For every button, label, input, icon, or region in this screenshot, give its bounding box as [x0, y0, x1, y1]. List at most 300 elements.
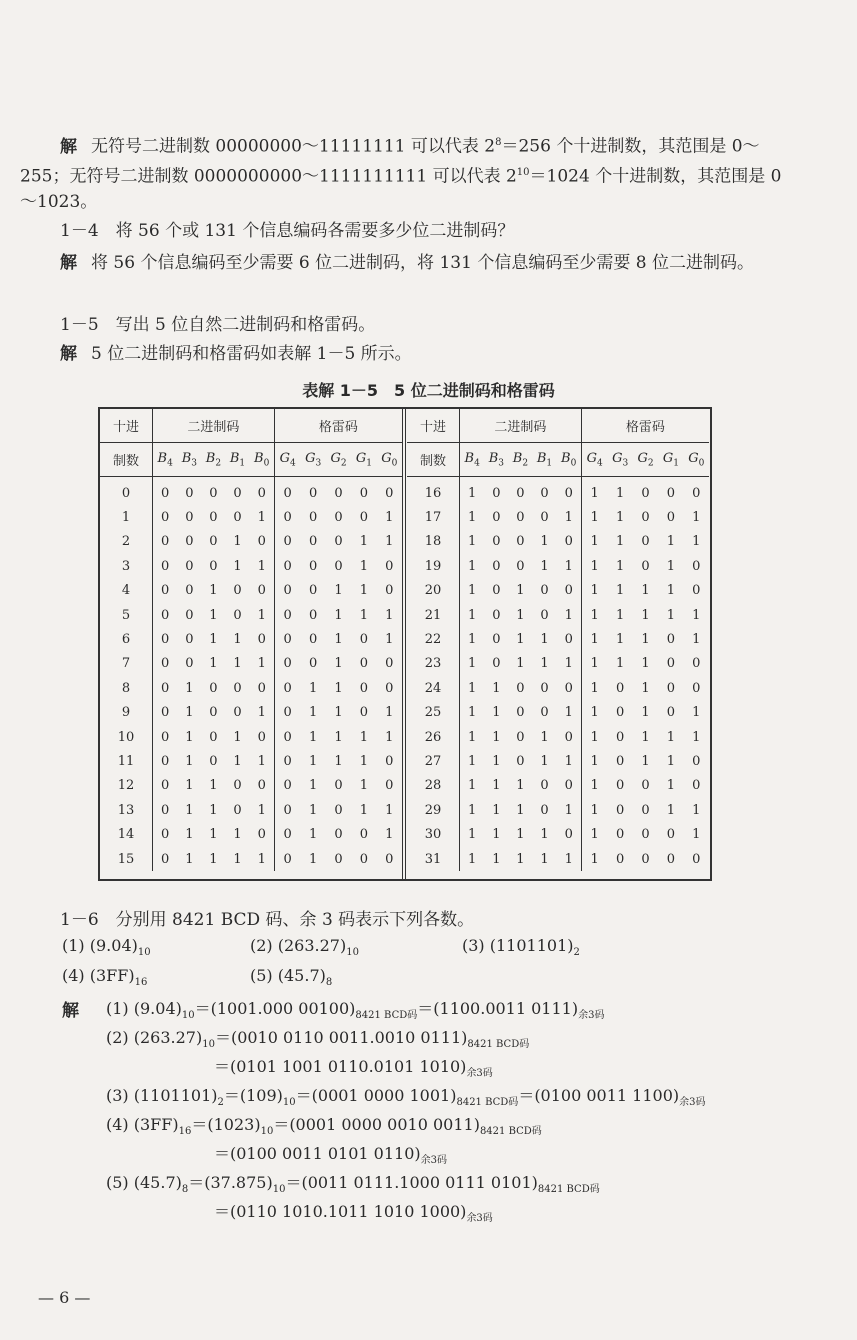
- binary-bit-cell: 1: [564, 607, 573, 623]
- gray-bit-cell: 0: [359, 510, 369, 526]
- gray-bit-cell: 1: [385, 607, 394, 623]
- binary-bit-cell: 1: [233, 753, 242, 769]
- table-row: [407, 749, 709, 773]
- binary-bit-cell: 1: [257, 558, 266, 574]
- binary-bit-cell: 1: [516, 583, 525, 599]
- binary-bit-cell: 0: [185, 583, 194, 599]
- binary-bit-cell: 1: [540, 534, 549, 550]
- binary-bit-cell: 1: [209, 583, 218, 599]
- bit-header-g4: $G_4$: [581, 443, 607, 477]
- decimal-cell: 8: [100, 676, 153, 700]
- gray-bit-cell: 1: [666, 534, 676, 550]
- binary-bit-cell: 1: [233, 656, 242, 672]
- binary-bit-cell: 0: [516, 729, 525, 745]
- gray-bit-cell: 1: [581, 701, 607, 725]
- gray-bit-cell: 1: [692, 534, 701, 550]
- gray-bit-cell: 1: [692, 729, 701, 745]
- binary-bit-cell: 0: [564, 778, 573, 794]
- decimal-cell: 9: [100, 701, 153, 725]
- binary-bit-cell: 0: [257, 534, 266, 550]
- answer-1-6-4: (4) $(3FF)_{16}=(1023)_{10}=(0001$ 0000 0010 $0011)_{8421 BCD码}$: [106, 1115, 542, 1138]
- bit-header-b2: $B_2$: [508, 443, 532, 477]
- gray-bit-cell: 0: [274, 798, 300, 822]
- gray-bit-cell: 0: [309, 558, 318, 574]
- binary-bit-cell: 0: [492, 656, 501, 672]
- gray-bit-cell: 1: [666, 753, 676, 769]
- decimal-cell: 14: [100, 822, 153, 846]
- binary-bit-cell: 1: [492, 778, 501, 794]
- gray-bit-cell: 0: [334, 827, 343, 843]
- binary-bit-cell: 1: [468, 510, 477, 526]
- q16-item-5: (5) $(45.7)_8$: [250, 966, 333, 989]
- gray-bit-cell: 0: [274, 847, 300, 871]
- binary-bit-cell: 1: [468, 851, 477, 867]
- gray-bit-cell: 0: [334, 778, 343, 794]
- binary-bit-cell: 1: [185, 802, 194, 818]
- decimal-cell: 24: [407, 676, 460, 700]
- binary-bit-cell: 1: [468, 534, 477, 550]
- q16-item-4: (4) $(3FF)_{16}$: [62, 966, 148, 989]
- gray-bit-cell: 1: [581, 749, 607, 773]
- binary-bit-cell: 0: [257, 778, 266, 794]
- gray-bit-cell: 0: [616, 753, 625, 769]
- binary-bit-cell: 0: [257, 729, 266, 745]
- gray-bit-cell: 0: [274, 530, 300, 554]
- binary-bit-cell: 0: [209, 534, 218, 550]
- binary-bit-cell: 0: [492, 510, 501, 526]
- binary-bit-cell: 1: [516, 778, 525, 794]
- table-row: [407, 652, 709, 676]
- binary-bit-cell: 1: [209, 851, 218, 867]
- gray-bit-cell: 1: [581, 603, 607, 627]
- gray-bit-cell: 1: [385, 802, 394, 818]
- gray-bit-cell: 0: [616, 851, 625, 867]
- binary-bit-cell: 0: [161, 851, 170, 867]
- binary-bit-cell: 1: [233, 827, 242, 843]
- decimal-cell: 25: [407, 701, 460, 725]
- gray-bit-cell: 0: [641, 778, 650, 794]
- binary-bit-cell: 0: [540, 485, 549, 501]
- binary-bit-cell: 0: [564, 534, 573, 550]
- gray-bit-cell: 1: [309, 680, 318, 696]
- binary-bit-cell: 0: [257, 583, 266, 599]
- gray-bit-cell: 1: [616, 656, 625, 672]
- decimal-cell: 0: [100, 477, 153, 506]
- binary-bit-cell: 1: [492, 729, 501, 745]
- binary-bit-cell: 0: [257, 680, 266, 696]
- gray-bit-cell: 0: [274, 477, 300, 506]
- gray-bit-cell: 0: [616, 778, 625, 794]
- gray-bit-cell: 1: [309, 851, 318, 867]
- decimal-cell: 11: [100, 749, 153, 773]
- gray-bit-cell: 1: [581, 822, 607, 846]
- gray-bit-cell: 0: [309, 534, 318, 550]
- binary-bit-cell: 1: [564, 656, 573, 672]
- gray-bit-cell: 0: [359, 632, 369, 648]
- gray-bit-cell: 0: [359, 485, 369, 501]
- binary-bit-cell: 1: [209, 656, 218, 672]
- gray-bit-cell: 0: [274, 627, 300, 651]
- table-row: [100, 627, 402, 651]
- binary-bit-cell: 1: [564, 705, 573, 721]
- decimal-cell: 5: [100, 603, 153, 627]
- binary-bit-cell: 0: [233, 485, 242, 501]
- binary-bit-cell: 1: [233, 851, 242, 867]
- binary-bit-cell: 0: [564, 827, 573, 843]
- binary-bit-cell: 1: [468, 485, 477, 501]
- binary-bit-cell: 0: [185, 632, 194, 648]
- binary-bit-cell: 1: [540, 851, 549, 867]
- bit-header-g1: $G_1$: [658, 443, 683, 477]
- gray-bit-cell: 0: [359, 705, 369, 721]
- binary-bit-cell: 0: [209, 680, 218, 696]
- binary-bit-cell: 0: [257, 485, 266, 501]
- gray-bit-cell: 0: [309, 510, 318, 526]
- binary-bit-cell: 0: [233, 802, 242, 818]
- binary-bit-cell: 0: [516, 485, 525, 501]
- gray-bit-cell: 0: [309, 485, 318, 501]
- gray-bit-cell: 0: [666, 705, 676, 721]
- table-row: [100, 477, 402, 506]
- decimal-cell: 17: [407, 505, 460, 529]
- gray-bit-cell: 0: [385, 558, 394, 574]
- binary-bit-cell: 0: [540, 583, 549, 599]
- code-table: [98, 407, 712, 881]
- binary-bit-cell: 1: [516, 851, 525, 867]
- gray-bit-cell: 0: [274, 579, 300, 603]
- decimal-cell: 20: [407, 579, 460, 603]
- decimal-cell: 10: [100, 725, 153, 749]
- binary-bit-cell: 1: [185, 705, 194, 721]
- binary-bit-cell: 0: [161, 510, 170, 526]
- gray-bit-cell: 0: [274, 749, 300, 773]
- binary-bit-cell: 1: [209, 607, 218, 623]
- answer-1-6-4b: ＝(0100 0011 0101 $0110)_{余3码}$: [214, 1144, 447, 1167]
- binary-bit-cell: 0: [492, 583, 501, 599]
- decimal-cell: 28: [407, 774, 460, 798]
- binary-bit-cell: 1: [516, 827, 525, 843]
- decimal-cell: 21: [407, 603, 460, 627]
- gray-bit-cell: 1: [334, 753, 343, 769]
- header-decimal-1: 十进: [100, 409, 153, 443]
- binary-bit-cell: 0: [540, 607, 549, 623]
- decimal-cell: 30: [407, 822, 460, 846]
- binary-bit-cell: 1: [233, 534, 242, 550]
- gray-bit-cell: 0: [666, 485, 676, 501]
- gray-bit-cell: 0: [359, 851, 369, 867]
- table-caption: 表解 1－5 5 位二进制码和格雷码: [302, 381, 555, 400]
- binary-bit-cell: 1: [468, 558, 477, 574]
- decimal-cell: 7: [100, 652, 153, 676]
- decimal-cell: 3: [100, 554, 153, 578]
- binary-bit-cell: 1: [540, 558, 549, 574]
- gray-bit-cell: 1: [359, 558, 369, 574]
- binary-bit-cell: 0: [257, 632, 266, 648]
- gray-bit-cell: 1: [666, 558, 676, 574]
- binary-bit-cell: 1: [468, 583, 477, 599]
- table-row: [407, 798, 709, 822]
- gray-bit-cell: 1: [334, 729, 343, 745]
- binary-bit-cell: 0: [492, 607, 501, 623]
- binary-bit-cell: 1: [468, 729, 477, 745]
- gray-bit-cell: 1: [641, 705, 650, 721]
- gray-bit-cell: 0: [334, 534, 343, 550]
- gray-bit-cell: 1: [359, 778, 369, 794]
- gray-bit-cell: 1: [581, 477, 607, 506]
- table-row: [407, 701, 709, 725]
- binary-bit-cell: 0: [233, 510, 242, 526]
- binary-bit-cell: 1: [257, 656, 266, 672]
- decimal-cell: 27: [407, 749, 460, 773]
- header-decimal-2: 制数: [407, 443, 460, 477]
- gray-bit-cell: 1: [581, 554, 607, 578]
- answer-1-6-5: (5) $(45.7)_8=(37.875)_{10}=(0011$ 0111.1000 0111 $0101)_{8421 BCD码}$: [106, 1173, 600, 1196]
- gray-bit-cell: 1: [334, 607, 343, 623]
- gray-bit-cell: 0: [692, 778, 701, 794]
- gray-bit-cell: 1: [359, 802, 369, 818]
- header-binary: 二进制码: [460, 409, 582, 443]
- table-row: [407, 505, 709, 529]
- decimal-cell: 29: [407, 798, 460, 822]
- binary-bit-cell: 0: [516, 558, 525, 574]
- binary-bit-cell: 1: [492, 705, 501, 721]
- gray-bit-cell: 0: [666, 851, 676, 867]
- gray-bit-cell: 0: [274, 701, 300, 725]
- binary-bit-cell: 0: [233, 680, 242, 696]
- binary-bit-cell: 0: [540, 802, 549, 818]
- decimal-cell: 4: [100, 579, 153, 603]
- binary-bit-cell: 1: [185, 778, 194, 794]
- binary-bit-cell: 1: [185, 680, 194, 696]
- table-row: [100, 847, 402, 871]
- binary-bit-cell: 0: [516, 705, 525, 721]
- gray-bit-cell: 0: [692, 583, 701, 599]
- page-number: — 6 —: [38, 1288, 91, 1307]
- binary-bit-cell: 0: [257, 827, 266, 843]
- binary-bit-cell: 1: [468, 632, 477, 648]
- decimal-cell: 23: [407, 652, 460, 676]
- gray-bit-cell: 0: [274, 652, 300, 676]
- answer-1-6-5b: ＝(0110 1010.1011 1010 $1000)_{余3码}$: [214, 1202, 493, 1225]
- gray-bit-cell: 1: [641, 632, 650, 648]
- answer-1-6-2b: ＝(0101 1001 0110.0101 $1010)_{余3码}$: [214, 1057, 493, 1080]
- table-row: [407, 725, 709, 749]
- bit-header-b1: $B_1$: [225, 443, 249, 477]
- gray-bit-cell: 1: [581, 505, 607, 529]
- binary-bit-cell: 1: [540, 656, 549, 672]
- binary-bit-cell: 1: [564, 802, 573, 818]
- header-gray: 格雷码: [581, 409, 709, 443]
- bit-header-g3: $G_3$: [608, 443, 633, 477]
- binary-bit-cell: 0: [185, 485, 194, 501]
- gray-bit-cell: 1: [359, 534, 369, 550]
- binary-bit-cell: 0: [516, 534, 525, 550]
- binary-bit-cell: 0: [161, 729, 170, 745]
- binary-bit-cell: 0: [492, 632, 501, 648]
- gray-bit-cell: 0: [616, 827, 625, 843]
- binary-bit-cell: 0: [516, 680, 525, 696]
- bit-header-b1: $B_1$: [532, 443, 556, 477]
- gray-bit-cell: 1: [581, 530, 607, 554]
- answer-1-6-1: (1) $(9.04)_{10}=(1001.000$ $00100)_{8421 BCD码}=(1100.0011$ $0111)_{余3码}$: [106, 999, 605, 1022]
- gray-bit-cell: 1: [385, 827, 394, 843]
- table-row: [100, 701, 402, 725]
- binary-bit-cell: 0: [161, 753, 170, 769]
- binary-bit-cell: 1: [516, 802, 525, 818]
- table-left-half: [100, 409, 402, 879]
- gray-bit-cell: 0: [274, 554, 300, 578]
- bit-header-g3: $G_3$: [301, 443, 326, 477]
- binary-bit-cell: 1: [516, 607, 525, 623]
- table-row: [407, 554, 709, 578]
- bit-header-b2: $B_2$: [201, 443, 225, 477]
- gray-bit-cell: 1: [692, 607, 701, 623]
- gray-bit-cell: 0: [309, 632, 318, 648]
- gray-bit-cell: 0: [641, 851, 650, 867]
- gray-bit-cell: 0: [385, 753, 394, 769]
- header-decimal-2: 制数: [100, 443, 153, 477]
- binary-bit-cell: 1: [209, 827, 218, 843]
- binary-bit-cell: 0: [516, 753, 525, 769]
- gray-bit-cell: 0: [274, 505, 300, 529]
- q16-item-3: (3) $(1101101)_2$: [462, 936, 580, 959]
- gray-bit-cell: 1: [666, 583, 676, 599]
- binary-bit-cell: 1: [492, 851, 501, 867]
- binary-bit-cell: 0: [185, 558, 194, 574]
- table-row: [100, 822, 402, 846]
- gray-bit-cell: 1: [616, 510, 625, 526]
- binary-bit-cell: 0: [161, 680, 170, 696]
- bit-header-b4: $B_4$: [153, 443, 178, 477]
- gray-bit-cell: 1: [616, 485, 625, 501]
- binary-bit-cell: 1: [468, 827, 477, 843]
- binary-bit-cell: 1: [540, 729, 549, 745]
- table-row: [100, 652, 402, 676]
- table-row: [100, 725, 402, 749]
- binary-bit-cell: 0: [185, 510, 194, 526]
- question-1-6: 1－6 分别用 8421 BCD 码、余 3 码表示下列各数。: [60, 910, 475, 930]
- gray-bit-cell: 0: [692, 656, 701, 672]
- table-body-right: [407, 477, 709, 872]
- q16-item-2: (2) $(263.27)_{10}$: [250, 936, 359, 959]
- table-row: [407, 477, 709, 506]
- gray-bit-cell: 1: [666, 729, 676, 745]
- binary-bit-cell: 0: [161, 485, 170, 501]
- gray-bit-cell: 1: [385, 510, 394, 526]
- gray-bit-cell: 1: [385, 534, 394, 550]
- gray-bit-cell: 0: [334, 802, 343, 818]
- binary-bit-cell: 0: [564, 632, 573, 648]
- binary-bit-cell: 0: [161, 656, 170, 672]
- table-row: [100, 798, 402, 822]
- binary-bit-cell: 0: [540, 705, 549, 721]
- gray-bit-cell: 0: [616, 680, 625, 696]
- gray-bit-cell: 0: [666, 827, 676, 843]
- binary-bit-cell: 1: [468, 802, 477, 818]
- binary-bit-cell: 0: [185, 607, 194, 623]
- table-row: [407, 847, 709, 871]
- gray-bit-cell: 0: [309, 607, 318, 623]
- binary-bit-cell: 0: [564, 729, 573, 745]
- binary-bit-cell: 1: [540, 753, 549, 769]
- gray-bit-cell: 0: [309, 656, 318, 672]
- gray-bit-cell: 1: [641, 583, 650, 599]
- gray-bit-cell: 0: [666, 680, 676, 696]
- gray-bit-cell: 1: [359, 729, 369, 745]
- gray-bit-cell: 0: [641, 510, 650, 526]
- gray-bit-cell: 1: [385, 705, 394, 721]
- header-decimal-1: 十进: [407, 409, 460, 443]
- gray-bit-cell: 0: [359, 680, 369, 696]
- binary-bit-cell: 0: [161, 558, 170, 574]
- gray-bit-cell: 0: [274, 603, 300, 627]
- gray-bit-cell: 1: [581, 676, 607, 700]
- decimal-cell: 31: [407, 847, 460, 871]
- decimal-cell: 1: [100, 505, 153, 529]
- table-row: [407, 627, 709, 651]
- binary-bit-cell: 0: [185, 534, 194, 550]
- gray-bit-cell: 0: [641, 534, 650, 550]
- binary-bit-cell: 0: [492, 558, 501, 574]
- decimal-cell: 6: [100, 627, 153, 651]
- gray-bit-cell: 0: [692, 851, 701, 867]
- gray-bit-cell: 1: [309, 753, 318, 769]
- question-1-4: 1－4 将 56 个或 131 个信息编码各需要多少位二进制码？: [60, 221, 515, 241]
- binary-bit-cell: 0: [233, 583, 242, 599]
- binary-bit-cell: 0: [564, 583, 573, 599]
- binary-bit-cell: 1: [564, 753, 573, 769]
- bit-header-b0: $B_0$: [557, 443, 582, 477]
- table-row: [407, 676, 709, 700]
- table-row: [407, 579, 709, 603]
- gray-bit-cell: 1: [309, 827, 318, 843]
- double-divider: [402, 409, 406, 879]
- binary-bit-cell: 1: [516, 632, 525, 648]
- decimal-cell: 15: [100, 847, 153, 871]
- gray-bit-cell: 0: [385, 656, 394, 672]
- bit-header-g2: $G_2$: [326, 443, 351, 477]
- gray-bit-cell: 1: [359, 753, 369, 769]
- gray-bit-cell: 1: [692, 827, 701, 843]
- decimal-cell: 13: [100, 798, 153, 822]
- bit-header-b3: $B_3$: [484, 443, 508, 477]
- gray-bit-cell: 1: [666, 778, 676, 794]
- binary-bit-cell: 0: [161, 778, 170, 794]
- gray-bit-cell: 0: [334, 510, 343, 526]
- gray-bit-cell: 1: [666, 802, 676, 818]
- table-row: [100, 676, 402, 700]
- table-row: [100, 579, 402, 603]
- binary-bit-cell: 0: [492, 485, 501, 501]
- gray-bit-cell: 0: [274, 822, 300, 846]
- gray-bit-cell: 0: [359, 656, 369, 672]
- binary-bit-cell: 0: [540, 778, 549, 794]
- binary-bit-cell: 0: [540, 510, 549, 526]
- binary-bit-cell: 1: [185, 851, 194, 867]
- binary-bit-cell: 1: [468, 607, 477, 623]
- binary-bit-cell: 0: [161, 827, 170, 843]
- binary-bit-cell: 0: [516, 510, 525, 526]
- q16-item-1: (1) $(9.04)_{10}$: [62, 936, 151, 959]
- binary-bit-cell: 0: [492, 534, 501, 550]
- bit-header-g0: $G_0$: [377, 443, 402, 477]
- gray-bit-cell: 1: [581, 627, 607, 651]
- table-row: [100, 505, 402, 529]
- gray-bit-cell: 0: [274, 774, 300, 798]
- header-gray: 格雷码: [274, 409, 402, 443]
- gray-bit-cell: 1: [616, 558, 625, 574]
- table-row: [407, 530, 709, 554]
